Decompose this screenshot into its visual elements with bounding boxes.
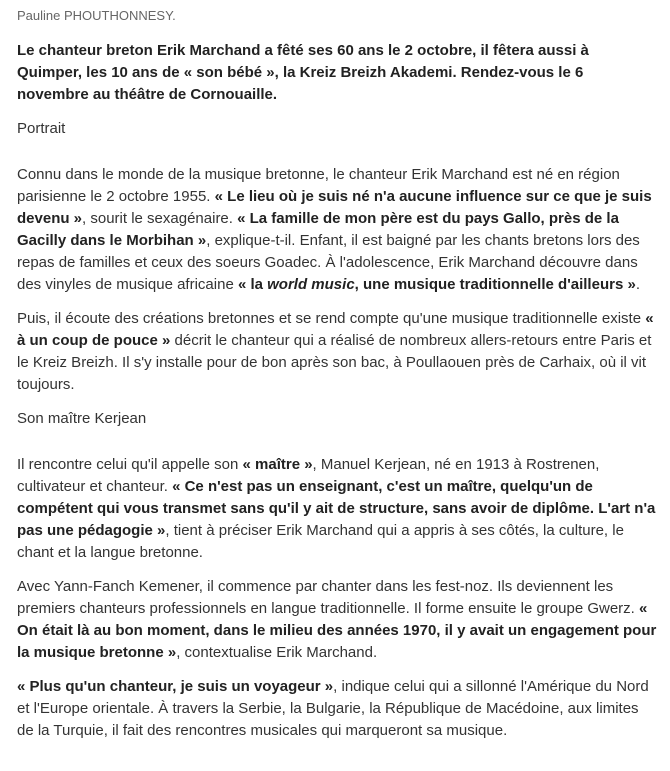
paragraph-portrait-2 [17,308,658,396]
text: . [635,276,640,293]
text: , contextualise Erik Marchand. [176,644,378,661]
paragraph-kerjean-1 [17,454,658,564]
paragraph-kerjean-2 [17,576,658,664]
quote: « à un coup de pouce » [17,310,654,349]
quote: « On était là au bon moment, dans le milieu des années 1970, il y avait un engagement pour la musique bretonne » [17,600,657,661]
quote: « la world music, une musique traditionnelle d'ailleurs » [237,276,636,293]
author-byline: Pauline PHOUTHONNESY. [17,8,176,23]
text: Il rencontre celui qu'il appelle son [17,456,243,473]
quote-emphasis: world music [267,276,355,293]
text: , sourit le sexagénaire. [82,210,238,227]
quote: « Ce n'est pas un enseignant, c'est un maître, quelqu'un de compétent qui vous transmet sans qu'il y ait de structure, sans avoir de diplôme. L'art n'a pas une pédagogie » [17,478,656,539]
text: Connu dans le monde de la musique bretonne, le chanteur Erik Marchand est né en région parisienne le 2 octobre 1955. [17,166,620,205]
section-heading-portrait: Portrait [17,120,66,137]
quote: « Le lieu où je suis né n'a aucune influence sur ce que je suis devenu » [17,188,652,227]
paragraph-portrait-1 [17,164,658,296]
text: Avec Yann-Fanch Kemener, il commence par chanter dans les fest-noz. Ils deviennent les premiers chanteurs professionnels en langue traditionnelle. Il forme ensuite le groupe Gwerz. [17,578,640,617]
text: décrit le chanteur qui a réalisé de nombreux allers-retours entre Paris et le Kreiz Breizh. Il s'y installe pour de bon après son bac, à Poullaouen près de Carhaix, où il vit toujours. [17,332,652,393]
text: , tient à préciser Erik Marchand qui a appris à ses côtés, la culture, le chant et la langue bretonne. [17,522,624,561]
text: Puis, il écoute des créations bretonnes et se rend compte qu'une musique traditionnelle existe [17,310,646,327]
section-heading-kerjean: Son maître Kerjean [17,410,147,427]
quote: « maître » [242,456,313,473]
paragraph-kerjean-3 [17,676,658,742]
quote: « Plus qu'un chanteur, je suis un voyageur » [17,678,334,695]
text: , Manuel Kerjean, né en 1913 à Rostrenen, cultivateur et chanteur. [17,456,600,495]
text: , indique celui qui a sillonné l'Amérique du Nord et l'Europe orientale. À travers la Serbie, la Bulgarie, la République de Macédoine, aux limites de la Turquie, il fait des rencontres musicales qui marqueront sa musique. [17,678,649,739]
quote: « La famille de mon père est du pays Gallo, près de la Gacilly dans le Morbihan » [17,210,619,249]
article-lead: Le chanteur breton Erik Marchand a fêté ses 60 ans le 2 octobre, il fêtera aussi à Quimper, les 10 ans de « son bébé », la Kreiz Breizh Akademi. Rendez-vous le 6 novembre au théâtre de Cornouaille. [17,42,589,103]
text: , explique-t-il. Enfant, il est baigné par les chants bretons lors des repas de familles et ceux des soeurs Goadec. À l'adolescence, Erik Marchand découvre dans des vinyles de musique africaine [17,232,640,293]
